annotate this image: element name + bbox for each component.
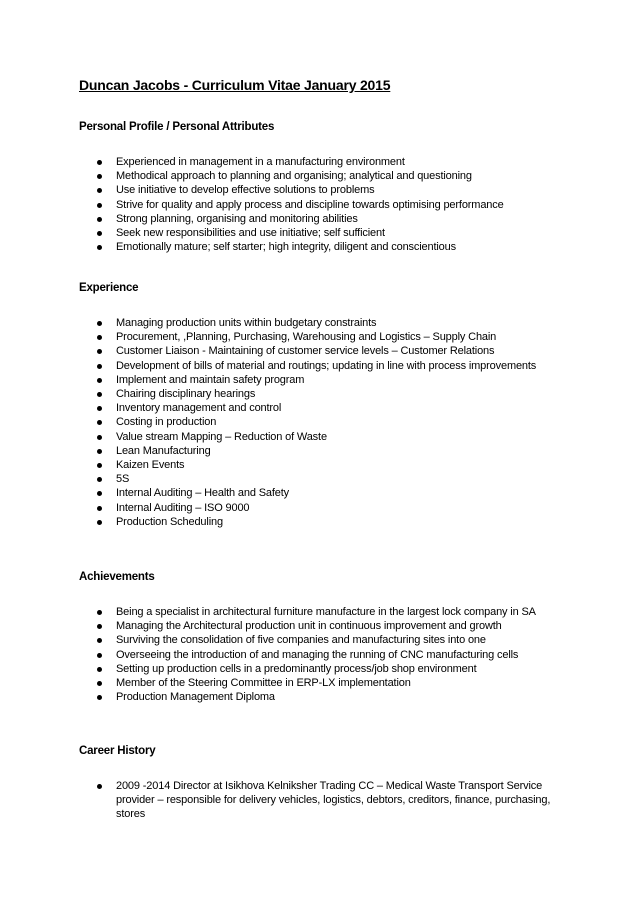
- list-item: [0, 690, 566, 704]
- achievements-list: [0, 605, 638, 704]
- bullet-icon: [97, 349, 102, 354]
- list-item: [0, 359, 566, 373]
- list-item: [0, 240, 566, 254]
- bullet-icon: [97, 378, 102, 383]
- bullet-icon: [97, 188, 102, 193]
- list-item-text: Experienced in management in a manufacturing environment: [116, 156, 405, 168]
- list-item-text: Chairing disciplinary hearings: [116, 388, 256, 401]
- list-item: [0, 605, 566, 619]
- list-item: [0, 155, 566, 169]
- section-heading-personal-profile: Personal Profile / Personal Attributes: [79, 121, 275, 133]
- list-item: [0, 515, 566, 529]
- list-item: [0, 183, 566, 197]
- list-item-text: Overseeing the introduction of and managing the running of CNC manufacturing cells: [116, 648, 519, 661]
- list-item-text: Being a specialist in architectural furniture manufacture in the largest lock company in SA: [116, 606, 536, 618]
- list-item: [0, 430, 566, 444]
- list-item-text: Production Scheduling: [116, 515, 223, 528]
- list-item: [0, 458, 566, 472]
- list-item-text: Lean Manufacturing: [116, 444, 211, 457]
- bullet-icon: [97, 638, 102, 643]
- bullet-icon: [97, 160, 102, 165]
- list-item: [0, 330, 566, 344]
- list-item-text: Managing the Architectural production unit in continuous improvement and growth: [116, 620, 502, 633]
- list-item: [0, 169, 566, 183]
- bullet-icon: [97, 520, 102, 525]
- bullet-icon: [97, 695, 102, 700]
- bullet-icon: [97, 231, 102, 236]
- list-item-text: Managing production units within budgetary constraints: [116, 317, 377, 329]
- list-item-text: Production Management Diploma: [116, 691, 275, 704]
- list-item: [0, 198, 566, 212]
- list-item: [0, 619, 566, 633]
- list-item: [0, 662, 566, 676]
- bullet-icon: [97, 784, 102, 789]
- list-item-text: Value stream Mapping – Reduction of Waste: [116, 430, 327, 443]
- list-item-text: Setting up production cells in a predominantly process/job shop environment: [116, 662, 477, 675]
- list-item: [0, 444, 566, 458]
- list-item: [0, 344, 566, 358]
- list-item-text: Implement and maintain safety program: [116, 373, 305, 386]
- list-item-text: Strive for quality and apply process and discipline towards optimising performance: [116, 198, 504, 211]
- bullet-icon: [97, 335, 102, 340]
- list-item: [0, 779, 566, 822]
- list-item: [0, 212, 566, 226]
- list-item-text: Procurement, ,Planning, Purchasing, Warehousing and Logistics – Supply Chain: [116, 331, 497, 344]
- list-item: [0, 316, 566, 330]
- list-item-text: Use initiative to develop effective solutions to problems: [116, 184, 375, 197]
- list-item: [0, 486, 566, 500]
- bullet-icon: [97, 477, 102, 482]
- section-heading-experience: Experience: [79, 282, 139, 294]
- list-item-text: Inventory management and control: [116, 402, 282, 415]
- list-item-text: Emotionally mature; self starter; high integrity, diligent and conscientious: [116, 241, 456, 254]
- list-item-text: 2009 -2014 Director at Isikhova Kelniksher Trading CC – Medical Waste Transport Service provider – responsible for delivery vehicles, logistics, debtors, creditors, finance, purchasing, stores: [116, 780, 551, 821]
- bullet-icon: [97, 449, 102, 454]
- list-item-text: Methodical approach to planning and organising; analytical and questioning: [116, 170, 472, 183]
- bullet-icon: [97, 624, 102, 629]
- bullet-icon: [97, 435, 102, 440]
- bullet-icon: [97, 491, 102, 496]
- list-item: [0, 501, 566, 515]
- list-item: [0, 676, 566, 690]
- experience-list: [0, 316, 638, 529]
- list-item-text: Customer Liaison - Maintaining of customer service levels – Customer Relations: [116, 345, 495, 358]
- bullet-icon: [97, 217, 102, 222]
- bullet-icon: [97, 392, 102, 397]
- section-heading-career-history: Career History: [79, 745, 156, 757]
- list-item: [0, 415, 566, 429]
- bullet-icon: [97, 406, 102, 411]
- list-item-text: Strong planning, organising and monitoring abilities: [116, 212, 358, 225]
- bullet-icon: [97, 174, 102, 179]
- list-item: [0, 401, 566, 415]
- bullet-icon: [97, 420, 102, 425]
- bullet-icon: [97, 681, 102, 686]
- list-item: [0, 387, 566, 401]
- bullet-icon: [97, 506, 102, 511]
- list-item: [0, 633, 566, 647]
- list-item: [0, 373, 566, 387]
- bullet-icon: [97, 321, 102, 326]
- list-item: [0, 226, 566, 240]
- career-history-list: [0, 779, 638, 822]
- personal-profile-list: [0, 155, 638, 254]
- bullet-icon: [97, 203, 102, 208]
- section-heading-achievements: Achievements: [79, 571, 155, 583]
- bullet-icon: [97, 364, 102, 369]
- list-item-text: Seek new responsibilities and use initiative; self sufficient: [116, 227, 385, 240]
- list-item-text: 5S: [116, 473, 130, 486]
- list-item-text: Member of the Steering Committee in ERP-LX implementation: [116, 677, 411, 690]
- bullet-icon: [97, 610, 102, 615]
- list-item-text: Kaizen Events: [116, 459, 185, 472]
- bullet-icon: [97, 667, 102, 672]
- document-title: Duncan Jacobs - Curriculum Vitae January 2015: [79, 77, 391, 93]
- list-item-text: Development of bills of material and routings; updating in line with process improvements: [116, 359, 537, 372]
- list-item: [0, 472, 566, 486]
- list-item-text: Internal Auditing – Health and Safety: [116, 487, 290, 500]
- list-item-text: Surviving the consolidation of five companies and manufacturing sites into one: [116, 634, 486, 647]
- bullet-icon: [97, 653, 102, 658]
- bullet-icon: [97, 245, 102, 250]
- bullet-icon: [97, 463, 102, 468]
- list-item-text: Costing in production: [116, 416, 217, 429]
- list-item: [0, 648, 566, 662]
- list-item-text: Internal Auditing – ISO 9000: [116, 501, 250, 514]
